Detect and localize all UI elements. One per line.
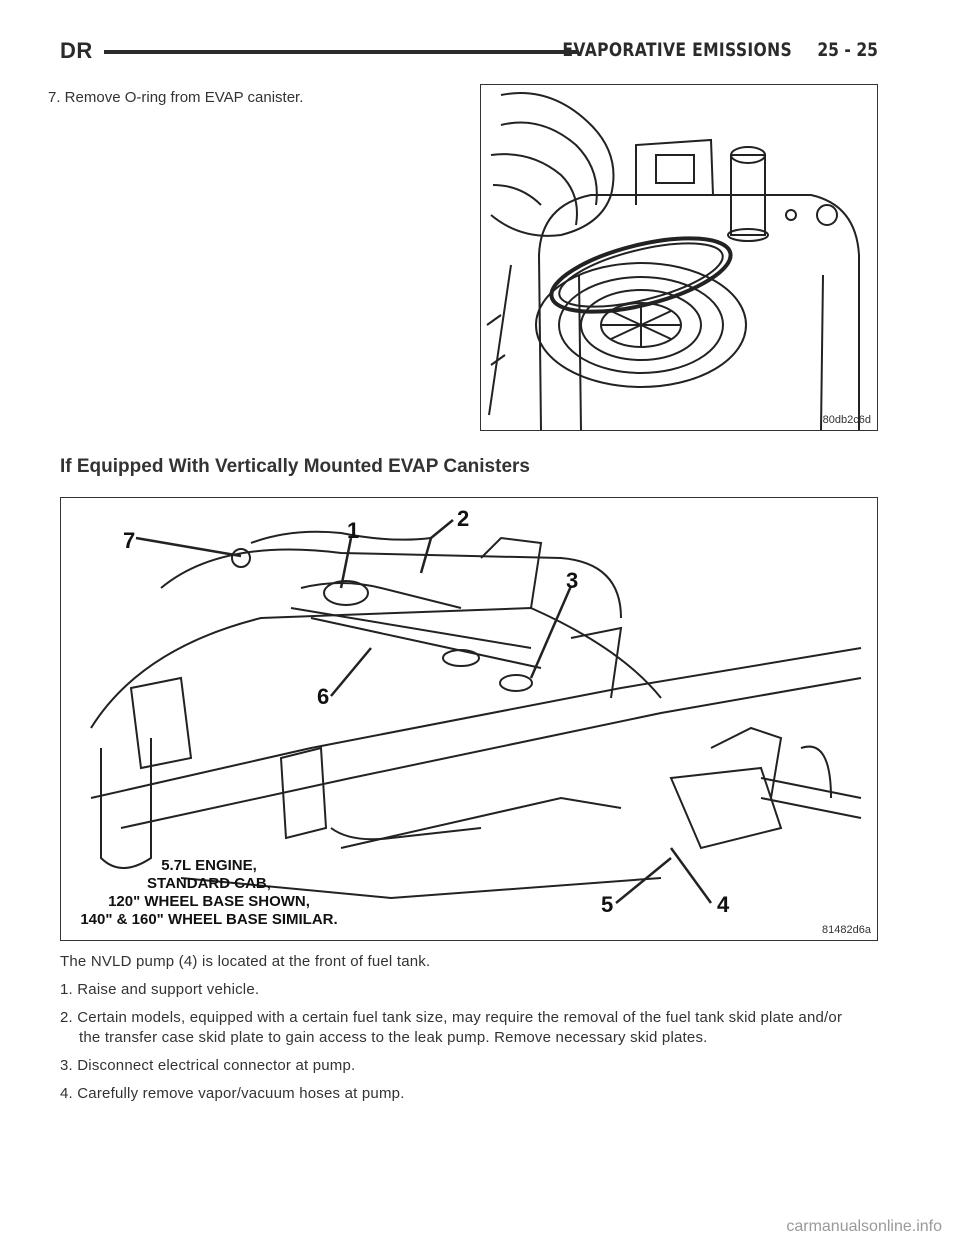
manual-code: DR xyxy=(60,38,93,63)
figure-caption-line-4: 140" & 160" WHEEL BASE SIMILAR. xyxy=(80,911,338,928)
page-header xyxy=(60,34,878,66)
callout-7: 7 xyxy=(123,528,136,553)
callout-2: 2 xyxy=(457,506,470,531)
section-heading: If Equipped With Vertically Mounted EVAP Canisters xyxy=(60,456,530,477)
o-ring-illustration xyxy=(481,85,877,430)
figure-id: 80db2c6d xyxy=(822,414,871,426)
page-number: 25 - 25 xyxy=(817,39,878,61)
figure-nvld-pump-location xyxy=(60,497,878,941)
figure-caption-line-1: 5.7L ENGINE, xyxy=(161,857,257,874)
callout-1: 1 xyxy=(347,518,360,543)
watermark: carmanualsonline.info xyxy=(786,1218,942,1235)
header-rule xyxy=(104,50,578,54)
nvld-pump-illustration xyxy=(61,498,877,940)
step-1: 1. Raise and support vehicle. xyxy=(60,981,260,998)
step-2: 2. Certain models, equipped with a certain fuel tank size, may require the removal of the fuel tank skid plate and/or xyxy=(60,1009,843,1026)
callout-6: 6 xyxy=(317,684,330,709)
callout-4: 4 xyxy=(717,892,730,917)
step-remove-o-ring: 7. Remove O-ring from EVAP canister. xyxy=(48,89,304,106)
callout-5: 5 xyxy=(601,892,614,917)
step-3: 3. Disconnect electrical connector at pump. xyxy=(60,1057,356,1074)
figure-id: 81482d6a xyxy=(822,924,871,936)
section-title: EVAPORATIVE EMISSIONS xyxy=(562,39,792,61)
figure-caption-line-2: STANDARD CAB, xyxy=(147,875,271,892)
step-2-continued: the transfer case skid plate to gain access to the leak pump. Remove necessary skid plates. xyxy=(79,1029,708,1046)
callout-3: 3 xyxy=(566,568,579,593)
intro-paragraph: The NVLD pump (4) is located at the front of fuel tank. xyxy=(60,953,431,970)
figure-caption-line-3: 120" WHEEL BASE SHOWN, xyxy=(108,893,310,910)
step-4: 4. Carefully remove vapor/vacuum hoses at pump. xyxy=(60,1085,405,1102)
figure-o-ring-removal xyxy=(480,84,878,431)
